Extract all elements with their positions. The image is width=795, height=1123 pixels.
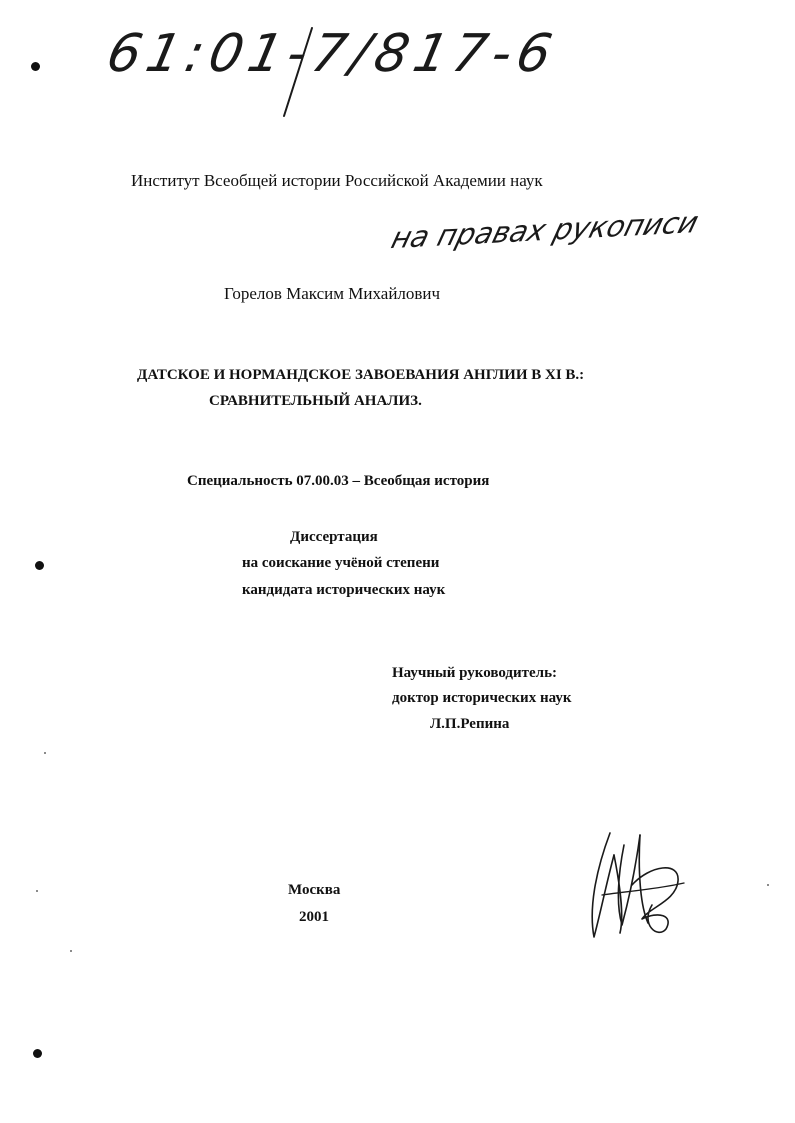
scan-speck <box>767 884 769 886</box>
specialty: Специальность 07.00.03 – Всеобщая история <box>187 473 490 489</box>
scan-speck <box>70 950 72 952</box>
advisor-title: доктор исторических наук <box>392 690 572 706</box>
dissertation-title-line-1: ДАТСКОЕ И НОРМАНДСКОЕ ЗАВОЕВАНИЯ АНГЛИИ В XI В.: <box>137 367 585 383</box>
dissertation-title-line-2: СРАВНИТЕЛЬНЫЙ АНАЛИЗ. <box>209 393 422 409</box>
binder-hole-bottom <box>33 1049 42 1058</box>
institute-name: Институт Всеобщей истории Российской Академии наук <box>131 171 543 190</box>
degree-line-2: на соискание учёной степени <box>242 555 440 571</box>
advisor-label: Научный руководитель: <box>392 665 557 681</box>
binder-hole-top <box>31 62 40 71</box>
handwritten-manuscript-note: на правах рукописи <box>387 204 703 256</box>
year: 2001 <box>299 909 329 925</box>
degree-line-1: Диссертация <box>290 529 378 545</box>
author-name: Горелов Максим Михайлович <box>224 284 441 303</box>
handwritten-archive-code: 61:01-7/817-6 <box>101 24 563 84</box>
city: Москва <box>288 882 341 898</box>
archive-code-slash-stroke <box>272 20 332 120</box>
scan-speck <box>36 890 38 892</box>
binder-hole-middle <box>35 561 44 570</box>
handwritten-signature <box>580 825 690 945</box>
scan-speck <box>44 752 46 754</box>
advisor-name: Л.П.Репина <box>430 716 510 732</box>
degree-line-3: кандидата исторических наук <box>242 582 446 598</box>
